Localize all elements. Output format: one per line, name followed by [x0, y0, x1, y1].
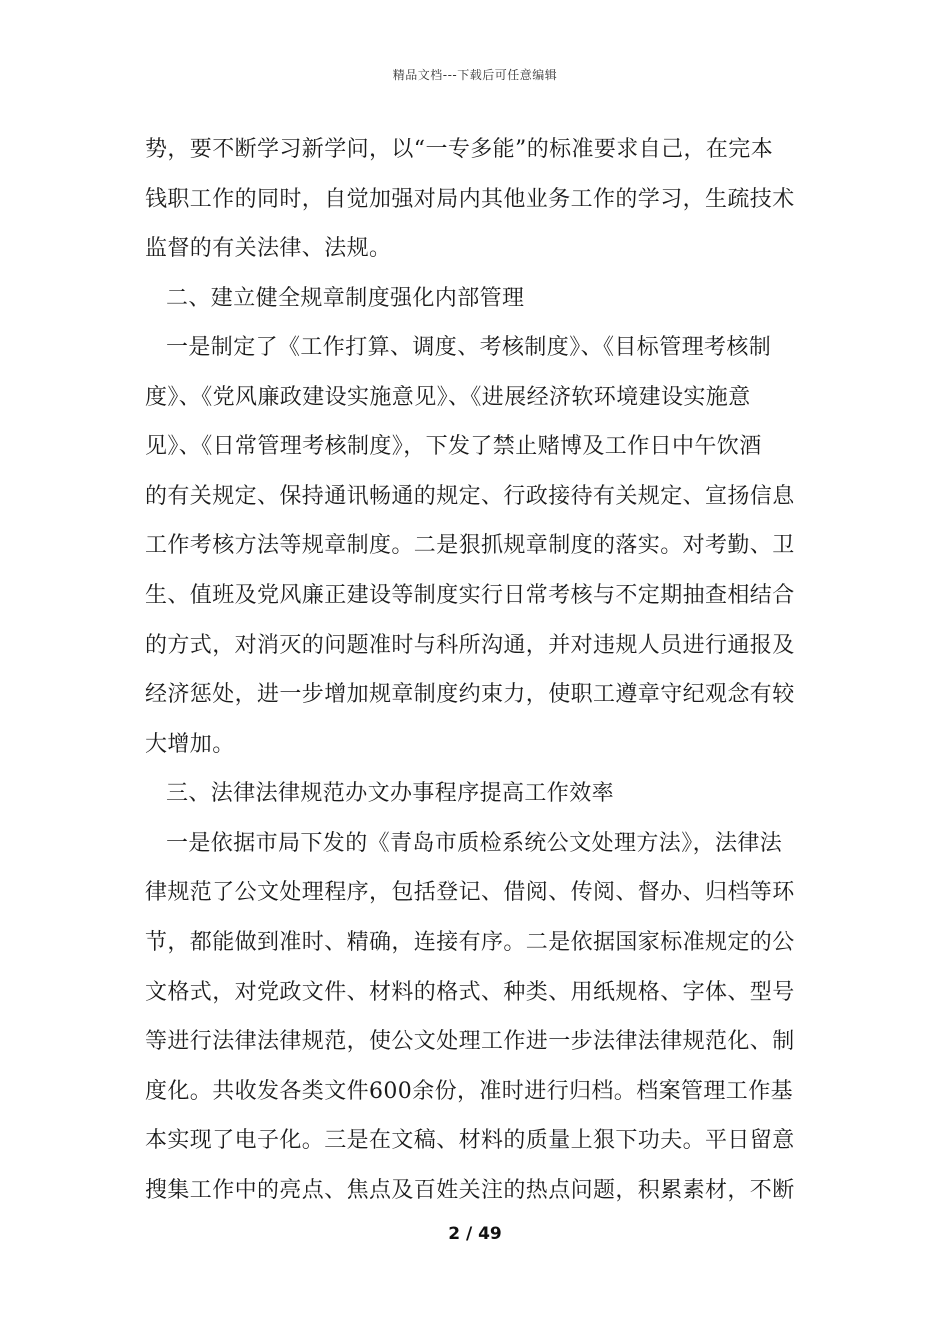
section-heading-3: 三、法律法律规范办文办事程序提高工作效率	[166, 781, 615, 806]
paragraph-line: 一是制定了《工作打算、调度、考核制度》、《目标管理考核制	[166, 335, 772, 360]
paragraph-line: 搜集工作中的亮点、焦点及百姓关注的热点问题，积累素材，不断	[145, 1178, 795, 1203]
paragraph-line: 度化。共收发各类文件600余份，准时进行归档。档案管理工作基	[145, 1079, 793, 1104]
paragraph-line: 文格式，对党政文件、材料的格式、种类、用纸规格、字体、型号	[145, 980, 795, 1005]
paragraph-line: 一是依据市局下发的《青岛市质检系统公文处理方法》，法律法	[166, 831, 783, 856]
page-number: 2 / 49	[448, 1224, 502, 1244]
paragraph-line: 钱职工作的同时，自觉加强对局内其他业务工作的学习，生疏技术	[145, 187, 795, 212]
paragraph-line: 见》、《日常管理考核制度》，下发了禁止赌博及工作日中午饮酒	[145, 434, 762, 459]
paragraph-line: 经济惩处，进一步增加规章制度约束力，使职工遵章守纪观念有较	[145, 682, 795, 707]
paragraph-line: 的有关规定、保持通讯畅通的规定、行政接待有关规定、宣扬信息	[145, 484, 795, 509]
paragraph-line: 的方式，对消灭的问题准时与科所沟通，并对违规人员进行通报及	[145, 633, 795, 658]
paragraph-line: 大增加。	[145, 732, 235, 757]
paragraph-line: 节，都能做到准时、精确，连接有序。二是依据国家标准规定的公	[145, 930, 795, 955]
paragraph-line: 势，要不断学习新学问，以“一专多能”的标准要求自己，在完本	[145, 137, 774, 162]
section-heading-2: 二、建立健全规章制度强化内部管理	[166, 286, 525, 311]
paragraph-line: 工作考核方法等规章制度。二是狠抓规章制度的落实。对考勤、卫	[145, 533, 795, 558]
paragraph-line: 度》、《党风廉政建设实施意见》、《进展经济软环境建设实施意	[145, 385, 751, 410]
paragraph-line: 本实现了电子化。三是在文稿、材料的质量上狠下功夫。平日留意	[145, 1128, 795, 1153]
paragraph-line: 生、值班及党风廉正建设等制度实行日常考核与不定期抽查相结合	[145, 583, 795, 608]
paragraph-line: 律规范了公文处理程序，包括登记、借阅、传阅、督办、归档等环	[145, 880, 795, 905]
paragraph-line: 等进行法律法律规范，使公文处理工作进一步法律法律规范化、制	[145, 1029, 795, 1054]
page-header: 精品文档---下载后可任意编辑	[392, 68, 558, 82]
paragraph-line: 监督的有关法律、法规。	[145, 236, 392, 261]
